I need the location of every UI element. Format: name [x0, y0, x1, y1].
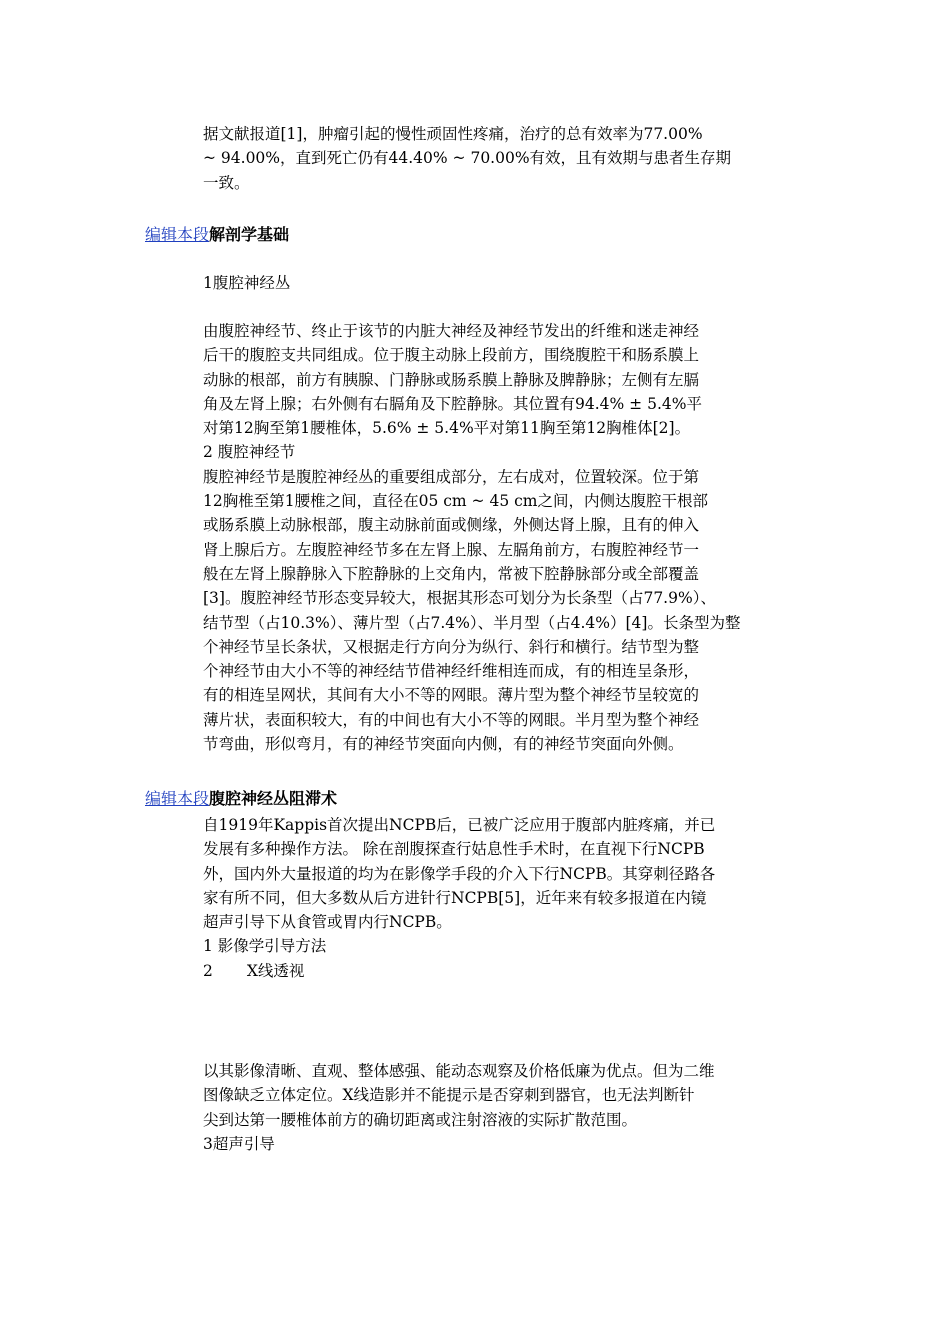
- text-line: 以其影像清晰、直观、整体感强、能动态观察及价格低廉为优点。但为二维: [203, 1062, 715, 1080]
- text-line: 肾上腺后方。左腹腔神经节多在左肾上腺、左膈角前方，右腹腔神经节一: [203, 540, 700, 559]
- list-item: [203, 959, 813, 983]
- text-line: 12胸椎至第1腰椎之间，直径在05 cm ~ 45 cm之间，内侧达腹腔干根部: [203, 492, 708, 511]
- text-line: 节弯曲，形似弯月，有的神经节突面向内侧，有的神经节突面向外侧。: [203, 735, 684, 754]
- text-line: 1 影像学引导方法: [203, 937, 327, 956]
- intro-paragraph: [203, 122, 813, 195]
- section-title: 腹腔神经丛阻滞术: [209, 789, 338, 808]
- text-line: 薄片状，表面积较大，有的中间也有大小不等的网眼。半月型为整个神经: [203, 710, 700, 729]
- section-heading-anatomy: [145, 223, 289, 247]
- subheading: 1腹腔神经丛: [203, 274, 291, 292]
- xray-paragraph: [203, 1059, 813, 1156]
- text-line: 据文献报道[1]，肿瘤引起的慢性顽固性疼痛，治疗的总有效率为77.00%: [203, 125, 703, 143]
- text-line: 家有所不同，但大多数从后方进针行NCPB[5]，近年来有较多报道在内镜: [203, 888, 707, 907]
- edit-section-link[interactable]: 编辑本段: [145, 789, 210, 808]
- text-line: 或肠系膜上动脉根部，腹主动脉前面或侧缘，外侧达肾上腺，且有的伸入: [203, 516, 700, 535]
- text-line: [3]。腹腔神经节形态变异较大，根据其形态可划分为长条型（占77.9%）、: [203, 589, 716, 608]
- text-line: 动脉的根部，前方有胰腺、门静脉或肠系膜上静脉及脾静脉；左侧有左膈: [203, 370, 700, 389]
- text-line: 发展有多种操作方法。 除在剖腹探查行姑息性手术时，在直视下行NCPB: [203, 840, 705, 859]
- text-line: 个神经节呈长条状，又根据走行方向分为纵行、斜行和横行。结节型为整: [203, 637, 700, 656]
- text-line: 2 腹腔神经节: [203, 443, 296, 462]
- section-heading-block: [145, 787, 337, 811]
- text-line: 个神经节由大小不等的神经结节借神经纤维相连而成，有的相连呈条形，: [203, 662, 700, 681]
- text-line: 有的相连呈网状，其间有大小不等的网眼。薄片型为整个神经节呈较宽的: [203, 686, 700, 705]
- text-line: 后干的腹腔支共同组成。位于腹主动脉上段前方，围绕腹腔干和肠系膜上: [203, 346, 700, 365]
- subheading: 3超声引导: [203, 1134, 275, 1153]
- text-line: 自1919年Kappis首次提出NCPB后，已被广泛应用于腹部内脏疼痛，并已: [203, 816, 716, 834]
- text-line: 般在左肾上腺静脉入下腔静脉的上交角内，常被下腔静脉部分或全部覆盖: [203, 564, 700, 583]
- ncpb-paragraph: [203, 813, 813, 983]
- text-line: 腹腔神经节是腹腔神经丛的重要组成部分，左右成对，位置较深。位于第: [203, 467, 700, 486]
- text-line: 角及左肾上腺；右外侧有右膈角及下腔静脉。其位置有94.4% ± 5.4%平: [203, 394, 702, 413]
- text-line: 尖到达第一腰椎体前方的确切距离或注射溶液的实际扩散范围。: [203, 1110, 638, 1129]
- edit-section-link[interactable]: 编辑本段: [145, 225, 210, 244]
- text-line: 对第12胸至第1腰椎体，5.6% ± 5.4%平对第11胸至第12胸椎体[2]。: [203, 419, 691, 438]
- text-line: 由腹腔神经节、终止于该节的内脏大神经及神经节发出的纤维和迷走神经: [203, 322, 700, 340]
- section-title: 解剖学基础: [209, 225, 290, 244]
- text-line: ~ 94.00%，直到死亡仍有44.40% ~ 70.00%有效，且有效期与患者生存期: [203, 149, 732, 168]
- subheading-celiac-plexus: [203, 271, 813, 295]
- anatomy-paragraph: [203, 319, 813, 756]
- text-line: 一致。: [203, 173, 250, 192]
- item-number: 2: [203, 961, 213, 980]
- text-line: 外，国内外大量报道的均为在影像学手段的介入下行NCPB。其穿刺径路各: [203, 864, 716, 883]
- text-line: 图像缺乏立体定位。X线造影并不能提示是否穿刺到器官，也无法判断针: [203, 1086, 695, 1105]
- text-line: 结节型（占10.3%）、薄片型（占7.4%）、半月型（占4.4%）[4]。长条型为整: [203, 613, 741, 632]
- text-line: 超声引导下从食管或胃内行NCPB。: [203, 913, 452, 932]
- item-text: X线透视: [246, 961, 305, 980]
